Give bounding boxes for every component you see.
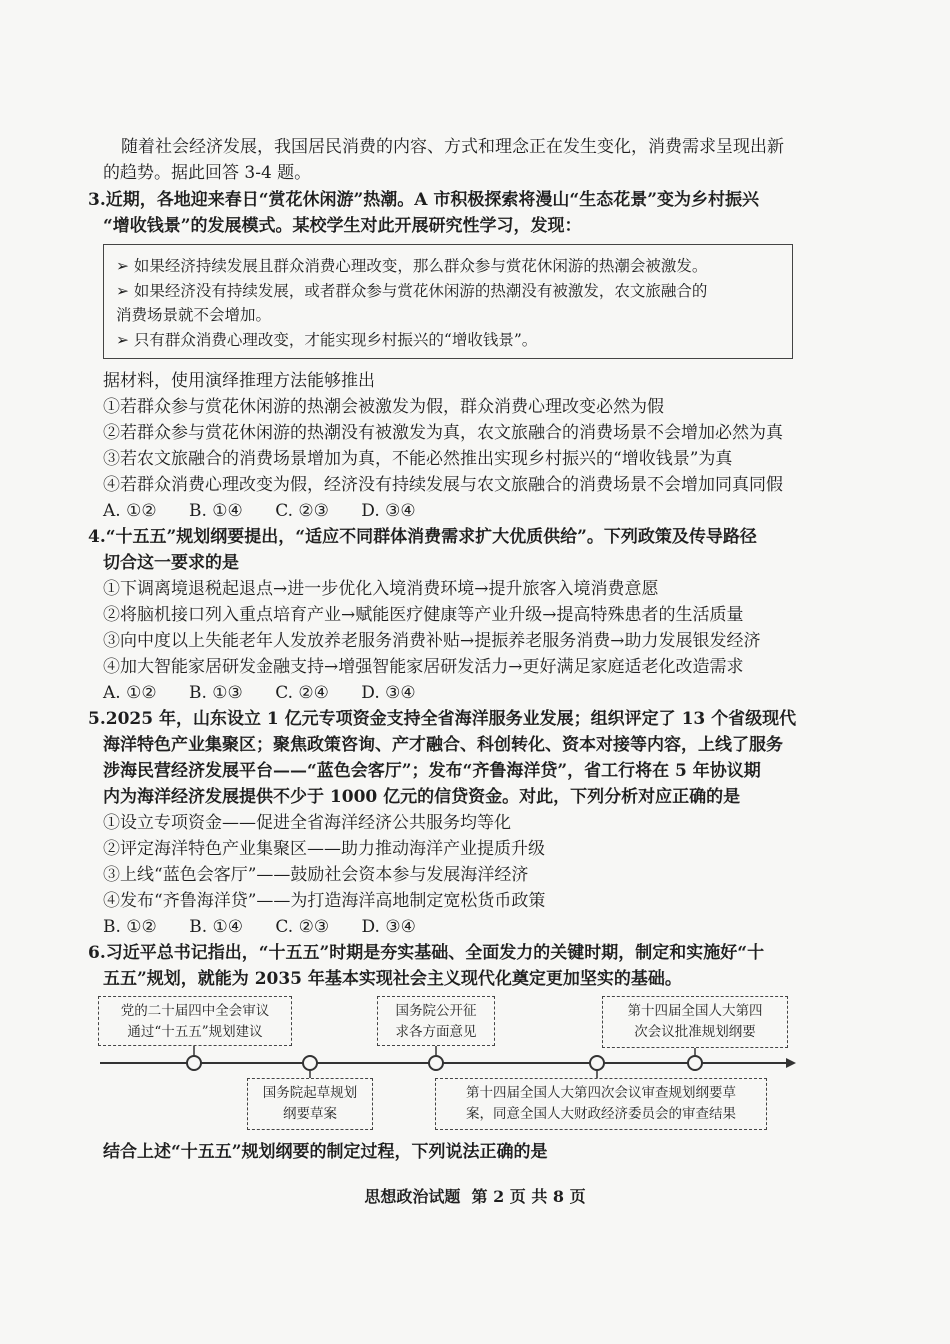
timeline-node-1 (187, 1056, 201, 1070)
intro-line-2: 的趋势。据此回答 3-4 题。 (103, 163, 312, 183)
q4-choices: A. ①② B. ①③ C. ②④ D. ③④ (103, 683, 416, 703)
q6-question: 结合上述“十五五”规划纲要的制定过程，下列说法正确的是 (103, 1142, 548, 1162)
q5-option-1: ①设立专项资金——促进全省海洋经济公共服务均等化 (103, 813, 511, 833)
box-line-1: ➢ 如果经济持续发展且群众消费心理改变，那么群众参与赏花休闲游的热潮会被激发。 (116, 257, 708, 275)
timeline-box-top-3: 第十四届全国人大第四 次会议批准规划纲要 (602, 996, 788, 1048)
box-line-3: 消费场景就不会增加。 (116, 306, 272, 324)
q4-option-3: ③向中度以上失能老年人发放养老服务消费补贴→提振养老服务消费→助力发展银发经济 (103, 631, 761, 651)
q5-option-4: ④发布“齐鲁海洋贷”——为打造海洋高地制定宽松货币政策 (103, 891, 546, 911)
q5-stem-3: 涉海民营经济发展平台——“蓝色会客厅”；发布“齐鲁海洋贷”，省工行将在 5 年协议期 (103, 761, 761, 781)
q3-material-box (103, 244, 793, 359)
timeline-box-top-2: 国务院公开征 求各方面意见 (377, 996, 495, 1046)
q4-option-4: ④加大智能家居研发金融支持→增强智能家居研发活力→更好满足家庭适老化改造需求 (103, 657, 744, 677)
timeline-arrowhead (786, 1058, 796, 1068)
q5-stem-1: 5.2025 年，山东设立 1 亿元专项资金支持全省海洋服务业发展；组织评定了 13 个省级现代 (88, 709, 797, 729)
q3-stem-1: 3.近期，各地迎来春日“赏花休闲游”热潮。A 市积极探索将漫山“生态花景”变为乡村振兴 (88, 190, 759, 210)
timeline-node-5 (688, 1056, 702, 1070)
box-line-4: ➢ 只有群众消费心理改变，才能实现乡村振兴的“增收钱景”。 (116, 331, 538, 349)
box-line-2: ➢ 如果经济没有持续发展，或者群众参与赏花休闲游的热潮没有被激发，农文旅融合的 (116, 282, 708, 300)
q5-option-2: ②评定海洋特色产业集聚区——助力推动海洋产业提质升级 (103, 839, 545, 859)
timeline-node-2 (303, 1056, 317, 1070)
page-footer: 思想政治试题 第 2 页 共 8 页 (364, 1187, 586, 1206)
timeline-box-bottom-1: 国务院起草规划 纲要草案 (247, 1078, 373, 1130)
q3-option-3: ③若农文旅融合的消费场景增加为真，不能必然推出实现乡村振兴的“增收钱景”为真 (103, 449, 733, 469)
q3-stem-2: “增收钱景”的发展模式。某校学生对此开展研究性学习，发现： (103, 216, 582, 236)
q5-stem-2: 海洋特色产业集聚区；聚焦政策咨询、产才融合、科创转化、资本对接等内容，上线了服务 (103, 735, 783, 755)
q6-stem-1: 6.习近平总书记指出，“十五五”时期是夯实基础、全面发力的关键时期，制定和实施好“十 (88, 943, 765, 963)
intro-line-1: 随着社会经济发展，我国居民消费的内容、方式和理念正在发生变化，消费需求呈现出新 (121, 137, 784, 157)
q3-choices: A. ①② B. ①④ C. ②③ D. ③④ (103, 501, 416, 521)
q4-option-2: ②将脑机接口列入重点培育产业→赋能医疗健康等产业升级→提高特殊患者的生活质量 (103, 605, 744, 625)
q5-choices: B. ①② B. ①④ C. ②③ D. ③④ (103, 917, 416, 937)
q3-option-4: ④若群众消费心理改变为假，经济没有持续发展与农文旅融合的消费场景不会增加同真同假 (103, 475, 783, 495)
timeline-box-bottom-2: 第十四届全国人大第四次会议审查规划纲要草 案，同意全国人大财政经济委员会的审查结果 (435, 1078, 767, 1130)
timeline-node-4 (590, 1056, 604, 1070)
timeline-node-3 (429, 1056, 443, 1070)
q3-option-2: ②若群众参与赏花休闲游的热潮没有被激发为真，农文旅融合的消费场景不会增加必然为真 (103, 423, 783, 443)
timeline-box-top-1: 党的二十届四中全会审议 通过“十五五”规划建议 (98, 996, 292, 1046)
q6-stem-2: 五五”规划，就能为 2035 年基本实现社会主义现代化奠定更加坚实的基础。 (103, 969, 682, 989)
q3-lead: 据材料，使用演绎推理方法能够推出 (103, 371, 375, 391)
q3-option-1: ①若群众参与赏花休闲游的热潮会被激发为假，群众消费心理改变必然为假 (103, 397, 664, 417)
q5-option-3: ③上线“蓝色会客厅”——鼓励社会资本参与发展海洋经济 (103, 865, 529, 885)
q4-stem-1: 4.“十五五”规划纲要提出，“适应不同群体消费需求扩大优质供给”。下列政策及传导路径 (88, 527, 757, 547)
q5-stem-4: 内为海洋经济发展提供不少于 1000 亿元的信贷资金。对此，下列分析对应正确的是 (103, 787, 741, 807)
q4-stem-2: 切合这一要求的是 (103, 553, 239, 573)
q4-option-1: ①下调离境退税起退点→进一步优化入境消费环境→提升旅客入境消费意愿 (103, 579, 659, 599)
